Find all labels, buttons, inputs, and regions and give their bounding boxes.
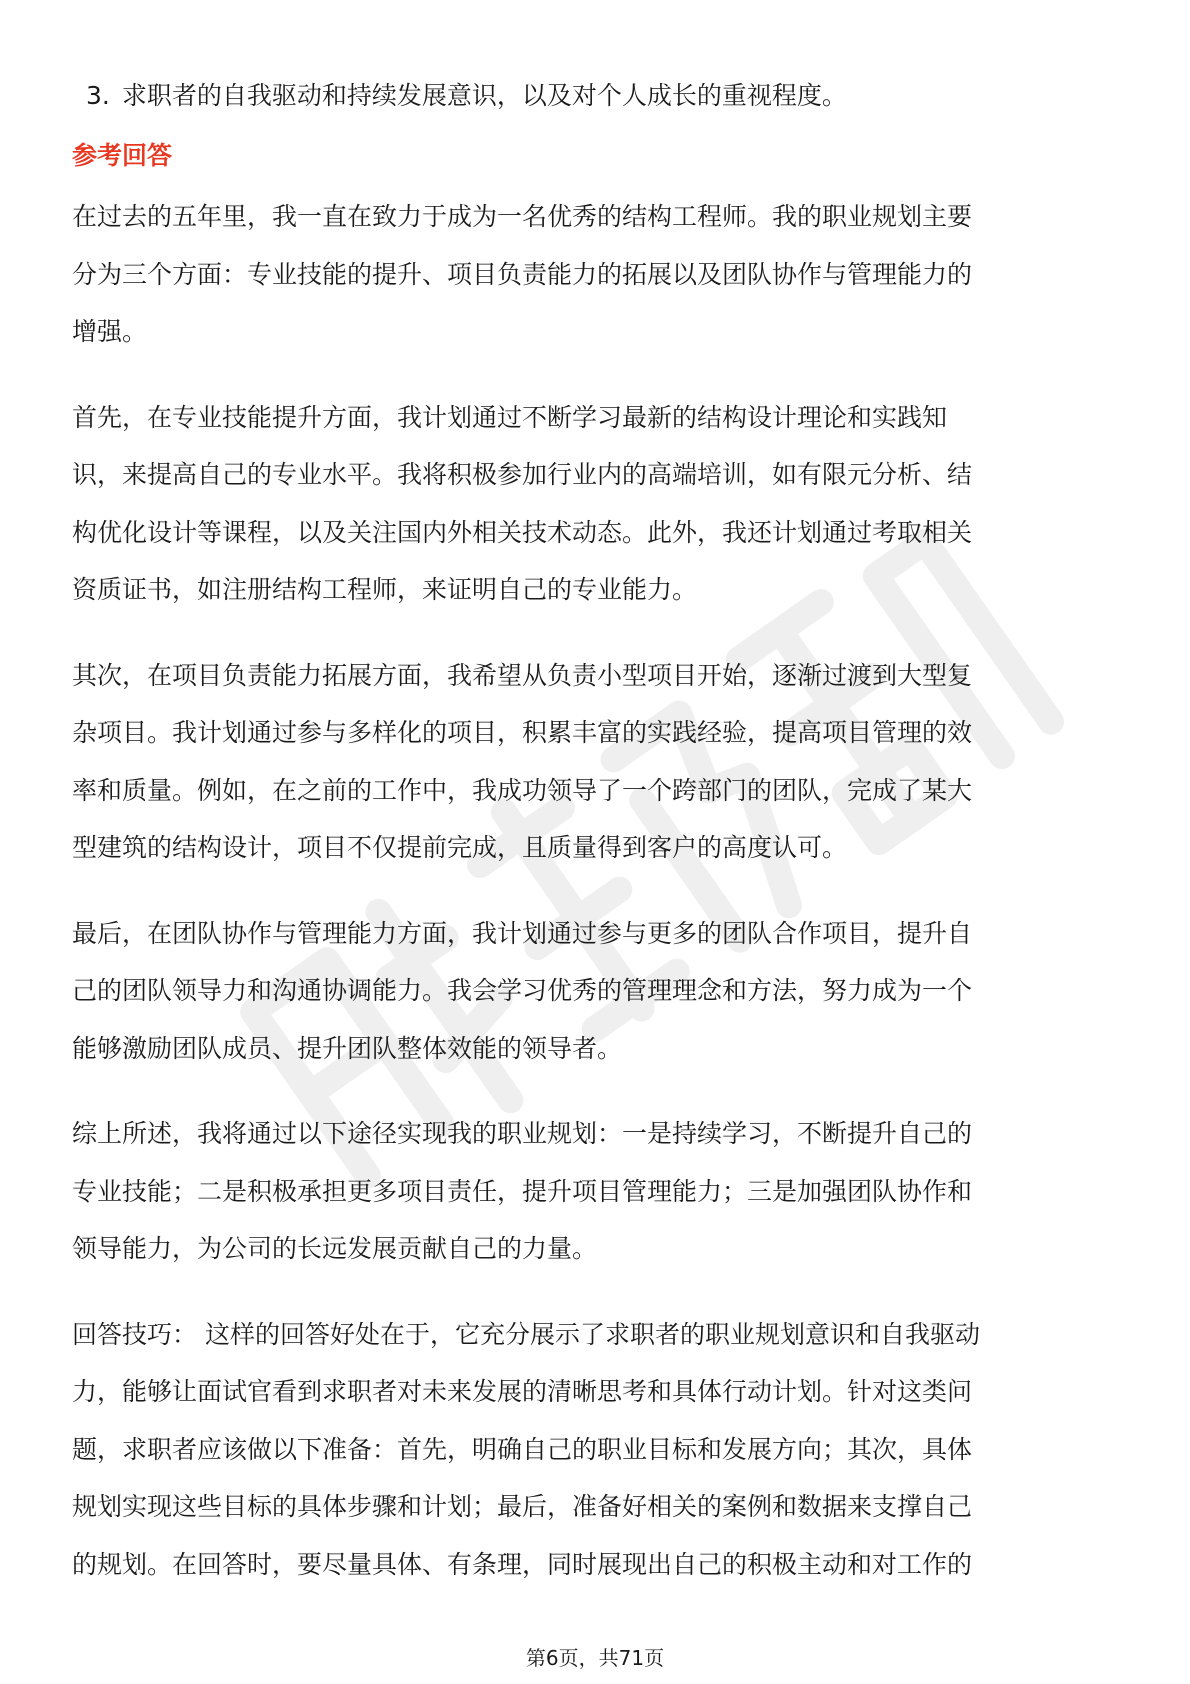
paragraph-line: 领导能力，为公司的长远发展贡献自己的力量。 (72, 1234, 598, 1263)
paragraph-line: 其次，在项目负责能力拓展方面，我希望从负责小型项目开始，逐渐过渡到大型复 (72, 660, 973, 690)
page-number-footer: 第6页，共71页 (525, 1646, 665, 1670)
paragraph-line: 综上所述，我将通过以下途径实现我的职业规划：一是持续学习，不断提升自己的 (72, 1119, 973, 1148)
paragraph-line: 型建筑的结构设计，项目不仅提前完成，且质量得到客户的高度认可。 (72, 833, 848, 862)
paragraph-line: 最后，在团队协作与管理能力方面，我计划通过参与更多的团队合作项目，提升自 (72, 918, 973, 948)
paragraph-first (72, 389, 1122, 619)
paragraph-last (72, 905, 1122, 1078)
paragraph-line: 杂项目。我计划通过参与多样化的项目，积累丰富的实践经验，提高项目管理的效 (72, 718, 973, 747)
section-title: 参考回答 (72, 141, 173, 170)
list-item (72, 68, 1122, 124)
paragraph-second (72, 647, 1122, 877)
paragraph-line: 专业技能；二是积极承担更多项目责任，提升项目管理能力；三是加强团队协作和 (72, 1176, 973, 1206)
paragraph-summary (72, 1105, 1122, 1278)
paragraph-line: 在过去的五年里，我一直在致力于成为一名优秀的结构工程师。我的职业规划主要 (72, 202, 973, 231)
paragraph-line: 识，来提高自己的专业水平。我将积极参加行业内的高端培训，如有限元分析、结 (72, 460, 973, 489)
paragraph-line: 己的团队领导力和沟通协调能力。我会学习优秀的管理理念和方法，努力成为一个 (72, 976, 973, 1005)
paragraph-line: 能够激励团队成员、提升团队整体效能的领导者。 (72, 1033, 623, 1063)
list-item-text: 求职者的自我驱动和持续发展意识，以及对个人成长的重视程度。 (121, 81, 847, 110)
list-item-number: 3. (86, 81, 110, 110)
paragraph-line: 资质证书，如注册结构工程师，来证明自己的专业能力。 (72, 575, 698, 604)
paragraph-line: 增强。 (72, 317, 148, 346)
paragraph-line: 率和质量。例如，在之前的工作中，我成功领导了一个跨部门的团队，完成了某大 (72, 775, 973, 805)
paragraph-line: 回答技巧： 这样的回答好处在于，它充分展示了求职者的职业规划意识和自我驱动 (72, 1319, 980, 1349)
paragraph-tips (72, 1306, 1122, 1594)
content-area (72, 68, 1122, 1593)
paragraph-line: 分为三个方面：专业技能的提升、项目负责能力的拓展以及团队协作与管理能力的 (72, 259, 973, 289)
paragraph-line: 题，求职者应该做以下准备：首先，明确自己的职业目标和发展方向；其次，具体 (72, 1434, 973, 1464)
paragraph-line: 首先，在专业技能提升方面，我计划通过不断学习最新的结构设计理论和实践知 (72, 402, 948, 432)
paragraph-line: 的规划。在回答时，要尽量具体、有条理，同时展现出自己的积极主动和对工作的 (72, 1549, 973, 1579)
paragraph-line: 规划实现这些目标的具体步骤和计划；最后，准备好相关的案例和数据来支撑自己 (72, 1492, 973, 1521)
paragraph-line: 力，能够让面试官看到求职者对未来发展的清晰思考和具体行动计划。针对这类问 (72, 1377, 973, 1406)
paragraph-intro (72, 188, 1122, 361)
paragraph-line: 构优化设计等课程，以及关注国内外相关技术动态。此外，我还计划通过考取相关 (72, 517, 973, 547)
